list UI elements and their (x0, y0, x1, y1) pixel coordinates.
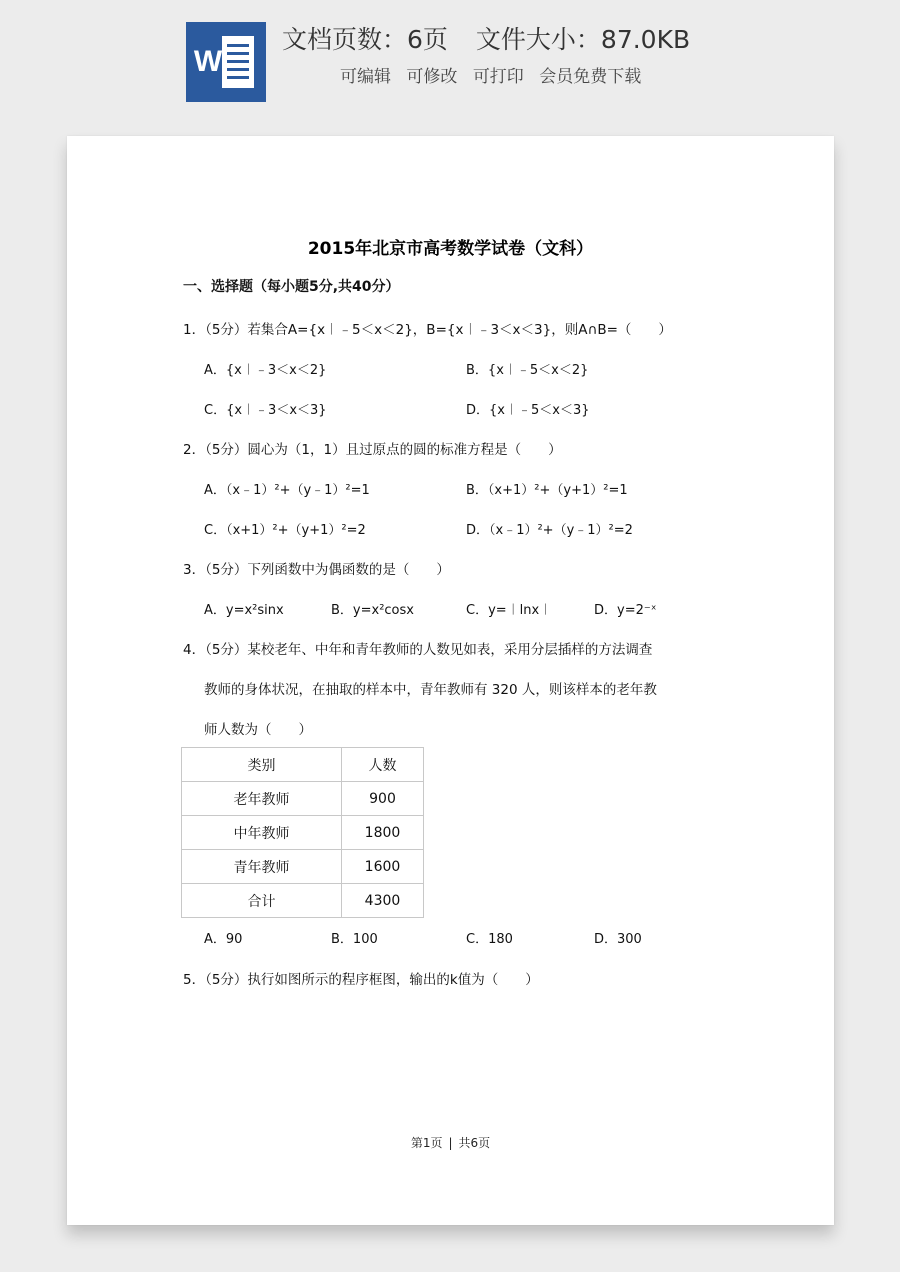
q2-option-c: C．（x+1）²+（y+1）²=2 (204, 523, 366, 538)
document-page (67, 136, 834, 1225)
q1-option-a: A．{x︱﹣3＜x＜2} (204, 363, 327, 378)
teacher-count-table (181, 747, 424, 918)
table-row (182, 782, 424, 816)
file-size: 文件大小：87.0KB (475, 25, 691, 54)
feature-printable: 可打印 (472, 67, 524, 87)
page-total: 共6页 (458, 1136, 491, 1150)
page-footer (67, 1134, 834, 1151)
q4-option-a: A．90 (204, 932, 243, 947)
q2-option-a: A．（x﹣1）²+（y﹣1）²=1 (204, 483, 370, 498)
q3-option-d: D．y=2⁻ˣ (594, 603, 657, 618)
feature-modifiable: 可修改 (406, 67, 458, 87)
word-icon (186, 22, 266, 102)
feature-free-download: 会员免费下载 (539, 67, 642, 87)
q2-option-b: B．（x+1）²+（y+1）²=1 (466, 483, 628, 498)
feature-list (340, 64, 740, 90)
question-5: 5．（5分）执行如图所示的程序框图，输出的k值为（ ） (183, 972, 539, 988)
q4-option-c: C．180 (466, 932, 513, 947)
question-4-line-3: 师人数为（ ） (204, 722, 312, 738)
table-cell: 900 (342, 782, 424, 816)
q3-option-a: A．y=x²sinx (204, 603, 284, 618)
q3-option-b: B．y=x²cosx (331, 603, 414, 618)
table-header-cell: 人数 (342, 748, 424, 782)
q1-option-c: C．{x︱﹣3＜x＜3} (204, 403, 327, 418)
document-title: 2015年北京市高考数学试卷（文科） (307, 239, 594, 259)
footer-separator: | (448, 1136, 453, 1150)
table-row (182, 816, 424, 850)
q4-option-d: D．300 (594, 932, 642, 947)
table-header-cell: 类别 (182, 748, 342, 782)
file-info (282, 20, 842, 60)
table-cell: 老年教师 (182, 782, 342, 816)
page-number: 第1页 (410, 1136, 443, 1150)
table-row (182, 884, 424, 918)
table-cell: 1800 (342, 816, 424, 850)
q4-option-b: B．100 (331, 932, 378, 947)
question-4-line-1: 4．（5分）某校老年、中年和青年教师的人数见如表，采用分层插样的方法调查 (183, 642, 653, 658)
table-cell: 4300 (342, 884, 424, 918)
feature-editable: 可编辑 (340, 67, 391, 87)
question-2: 2．（5分）圆心为（1，1）且过原点的圆的标准方程是（ ） (183, 442, 562, 458)
question-1: 1．（5分）若集合A={x︱﹣5＜x＜2}，B={x︱﹣3＜x＜3}，则A∩B=（ ） (183, 322, 672, 338)
header (0, 0, 900, 118)
question-4-line-2: 教师的身体状况，在抽取的样本中，青年教师有 320 人，则该样本的老年教 (204, 682, 657, 698)
table-cell: 合计 (182, 884, 342, 918)
q3-option-c: C．y=︱lnx︱ (466, 603, 553, 618)
table-cell: 青年教师 (182, 850, 342, 884)
table-cell: 1600 (342, 850, 424, 884)
word-icon-letter: W (193, 45, 223, 78)
q2-option-d: D．（x﹣1）²+（y﹣1）²=2 (466, 523, 633, 538)
section-heading: 一、选择题（每小题5分,共40分） (183, 279, 400, 295)
q1-option-b: B．{x︱﹣5＜x＜2} (466, 363, 589, 378)
table-header-row (182, 748, 424, 782)
table-row (182, 850, 424, 884)
table-cell: 中年教师 (182, 816, 342, 850)
question-3: 3．（5分）下列函数中为偶函数的是（ ） (183, 562, 450, 578)
page-count: 文档页数：6页 (282, 25, 448, 54)
q1-option-d: D．{x︱﹣5＜x＜3} (466, 403, 590, 418)
